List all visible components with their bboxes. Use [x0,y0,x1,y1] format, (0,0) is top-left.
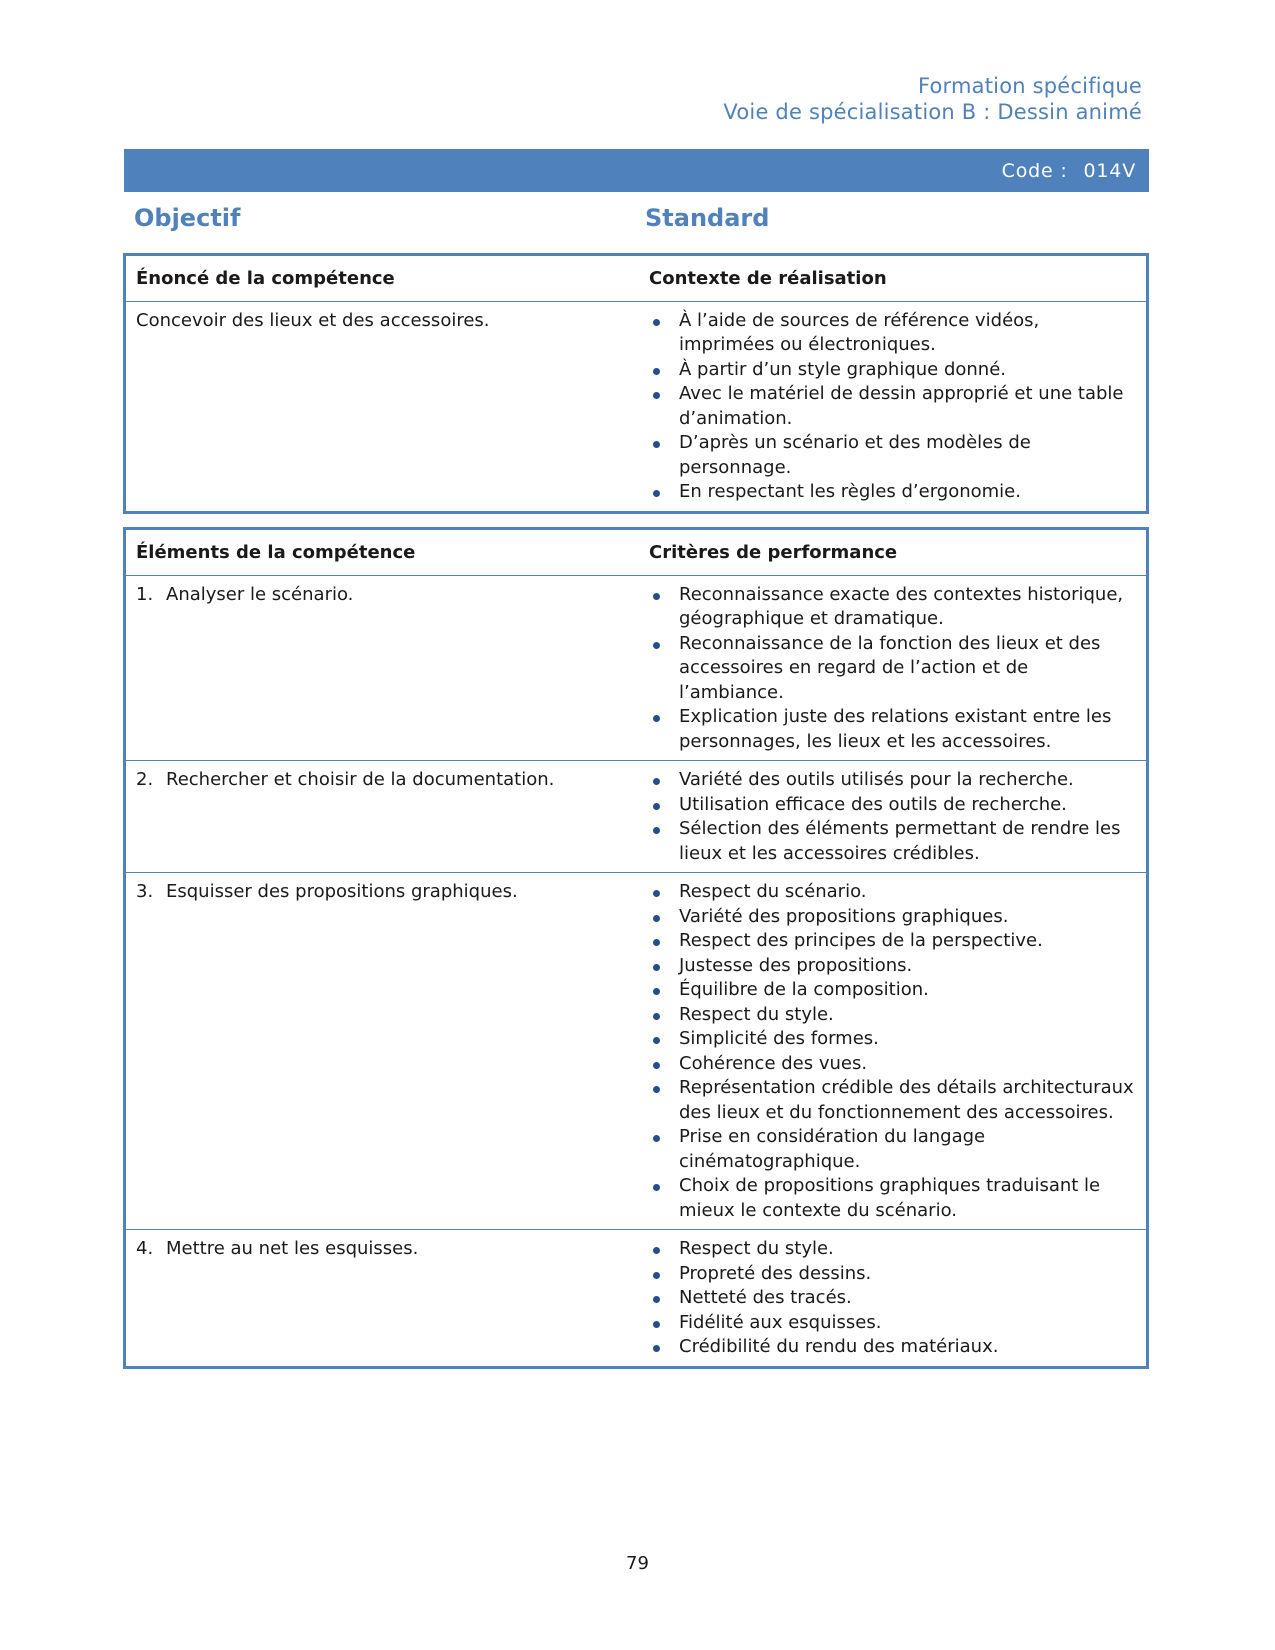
element-cell [126,761,638,872]
list-item: Reconnaissance exacte des contextes historique, géographique et dramatique. [649,583,1136,632]
competence-elements-table [123,527,1149,1369]
list-item: En respectant les règles d’ergonomie. [649,480,1136,505]
list-item: Équilibre de la composition. [649,978,1136,1003]
element-text: Mettre au net les esquisses. [166,1238,419,1259]
code-label: Code : [1001,159,1068,182]
list-item: Représentation crédible des détails architecturaux des lieux et du fonctionnement des accessoires. [649,1076,1136,1125]
table-row [126,301,1146,511]
criteria-cell [638,1230,1146,1366]
list-item: Cohérence des vues. [649,1052,1136,1077]
list-item: Netteté des tracés. [649,1286,1136,1311]
criteria-list [649,583,1136,755]
header-line-specialization: Voie de spécialisation B : Dessin animé [723,100,1142,124]
element-cell [126,873,638,1229]
table-row [126,760,1146,872]
criteria-list [649,880,1136,1223]
context-cell [638,302,1146,511]
list-item: À l’aide de sources de référence vidéos, imprimées ou électroniques. [649,309,1136,358]
competence-statement-table [123,253,1149,514]
list-item: Variété des outils utilisés pour la recherche. [649,768,1136,793]
list-item: Crédibilité du rendu des matériaux. [649,1335,1136,1360]
section-title-standard: Standard [645,204,770,232]
element-text: Esquisser des propositions graphiques. [166,881,518,902]
header-contexte: Contexte de réalisation [649,268,887,289]
criteria-cell [638,576,1146,761]
page-number: 79 [626,1553,649,1574]
list-item: D’après un scénario et des modèles de personnage. [649,431,1136,480]
element-number: 4. [136,1238,154,1259]
list-item: Variété des propositions graphiques. [649,905,1136,930]
header-criteres: Critères de performance [649,542,898,563]
table-header-row [126,256,1146,301]
list-item: Utilisation efficace des outils de recherche. [649,793,1136,818]
header-elements: Éléments de la compétence [136,542,416,563]
list-item: Explication juste des relations existant entre les personnages, les lieux et les accessoires. [649,705,1136,754]
element-cell [126,576,638,761]
list-item: Avec le matériel de dessin approprié et une table d’animation. [649,382,1136,431]
table-row [126,575,1146,761]
element-text: Rechercher et choisir de la documentation. [166,769,555,790]
list-item: Propreté des dessins. [649,1262,1136,1287]
section-title-objectif: Objectif [134,204,241,232]
table-row [126,1229,1146,1366]
header-enonce: Énoncé de la compétence [136,268,395,289]
list-item: Choix de propositions graphiques traduisant le mieux le contexte du scénario. [649,1174,1136,1223]
element-cell [126,1230,638,1366]
code-value: 014V [1083,159,1136,182]
element-number: 1. [136,583,154,605]
list-item: Justesse des propositions. [649,954,1136,979]
criteria-cell [638,873,1146,1229]
criteria-cell [638,761,1146,872]
section-titles [124,204,1149,244]
element-number: 2. [136,769,154,790]
list-item: À partir d’un style graphique donné. [649,358,1136,383]
criteria-list [649,768,1136,866]
criteria-list [649,1237,1136,1360]
list-item: Fidélité aux esquisses. [649,1311,1136,1336]
header-line-program: Formation spécifique [917,74,1142,98]
list-item: Respect du style. [649,1237,1136,1262]
list-item: Prise en considération du langage cinématographique. [649,1125,1136,1174]
list-item: Respect du style. [649,1003,1136,1028]
competence-statement: Concevoir des lieux et des accessoires. [136,309,490,331]
list-item: Respect des principes de la perspective. [649,929,1136,954]
page-header [723,73,1142,125]
element-text: Analyser le scénario. [166,583,354,605]
list-item: Simplicité des formes. [649,1027,1136,1052]
list-item: Sélection des éléments permettant de rendre les lieux et les accessoires crédibles. [649,817,1136,866]
element-number: 3. [136,881,154,902]
context-list [649,309,1136,505]
table-header-row [126,530,1146,575]
code-bar [124,149,1149,192]
table-row [126,872,1146,1229]
list-item: Respect du scénario. [649,880,1136,905]
list-item: Reconnaissance de la fonction des lieux et des accessoires en regard de l’action et de l’ambiance. [649,632,1136,706]
